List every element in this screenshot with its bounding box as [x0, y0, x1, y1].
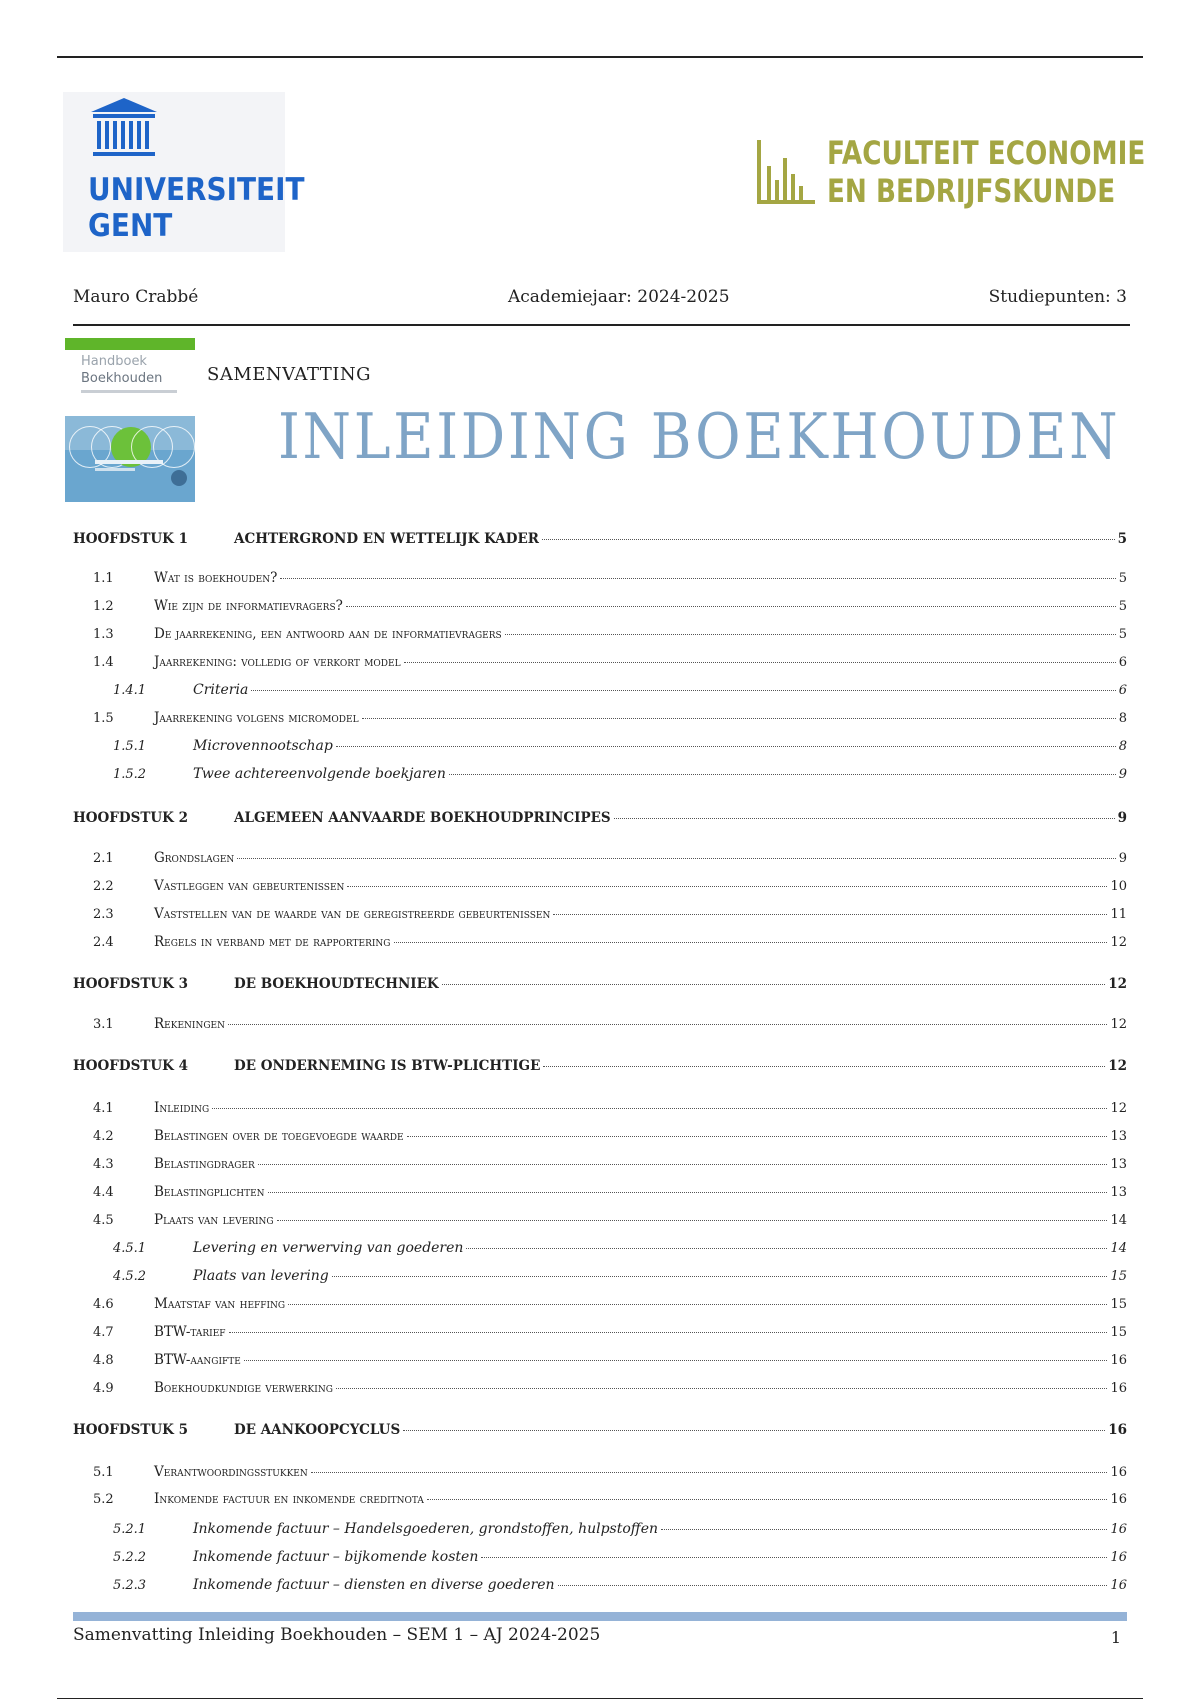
book-cover-title-line1: Handboek — [81, 354, 147, 369]
toc-entry-number: 4.5.1 — [113, 1241, 147, 1256]
toc-entry-number: 2.2 — [93, 879, 114, 894]
toc-entry-title: ALGEMEEN AANVAARDE BOEKHOUDPRINCIPES — [234, 810, 611, 826]
toc-entry-title: Belastingdrager — [154, 1156, 255, 1172]
toc-entry-page: 16 — [1110, 1465, 1127, 1480]
toc-entry-number: 5.2.2 — [113, 1550, 147, 1565]
toc-dot-leader — [244, 1360, 1108, 1361]
toc-entry-page: 13 — [1110, 1157, 1127, 1172]
toc-entry-page: 14 — [1110, 1213, 1127, 1228]
toc-entry-title: Regels in verband met de rapportering — [154, 934, 391, 950]
page-number: 1 — [1110, 1628, 1121, 1647]
toc-entry-title: Microvennootschap — [193, 738, 333, 754]
toc-entry-number: 5.2.1 — [113, 1522, 147, 1537]
toc-entry-number: 5.2.3 — [113, 1578, 147, 1593]
toc-entry-title: Belastingplichten — [154, 1184, 265, 1200]
toc-entry-number: HOOFDSTUK 4 — [73, 1058, 188, 1074]
toc-entry-number: 1.2 — [93, 599, 114, 614]
toc-entry-2-3[interactable] — [73, 906, 1127, 928]
toc-entry-title: Inkomende factuur – bijkomende kosten — [193, 1549, 479, 1565]
toc-dot-leader — [212, 1108, 1107, 1109]
toc-entry-title: Inleiding — [154, 1100, 210, 1116]
toc-entry-page: 5 — [1118, 571, 1127, 586]
toc-entry-page: 8 — [1118, 711, 1127, 726]
footer-text: Samenvatting Inleiding Boekhouden – SEM 1 – AJ 2024-2025 — [73, 1625, 601, 1645]
toc-entry-number: 4.5 — [93, 1213, 114, 1228]
author-name: Mauro Crabbé — [73, 287, 199, 307]
toc-entry-number: 3.1 — [93, 1017, 114, 1032]
toc-entry-page: 16 — [1110, 1492, 1127, 1507]
toc-dot-leader — [258, 1164, 1108, 1165]
toc-entry-number: 1.5.1 — [113, 739, 147, 754]
toc-entry-title: Jaarrekening: volledig of verkort model — [154, 654, 401, 670]
toc-entry-title: Inkomende factuur en inkomende creditnota — [154, 1491, 424, 1507]
toc-entry-number: 1.4 — [93, 655, 114, 670]
ugent-logo-line2: GENT — [88, 208, 173, 244]
toc-entry-4-6[interactable] — [73, 1296, 1127, 1318]
toc-entry-title: Grondslagen — [154, 850, 235, 866]
toc-entry-title: Vastleggen van gebeurtenissen — [154, 878, 345, 894]
university-building-icon — [89, 94, 159, 164]
book-cover-image — [65, 338, 195, 502]
toc-entry-page: 16 — [1108, 1422, 1127, 1438]
toc-entry-page: 12 — [1110, 1017, 1127, 1032]
toc-dot-leader — [332, 1276, 1108, 1277]
toc-entry-number: 4.6 — [93, 1297, 114, 1312]
toc-dot-leader — [277, 1220, 1108, 1221]
academic-year: Academiejaar: 2024-2025 — [508, 287, 730, 307]
toc-entry-number: 1.1 — [93, 571, 114, 586]
toc-entry-page: 11 — [1110, 907, 1127, 922]
toc-dot-leader — [614, 818, 1115, 819]
toc-entry-page: 16 — [1110, 1550, 1127, 1565]
toc-dot-leader — [404, 662, 1116, 663]
summary-label: SAMENVATTING — [207, 364, 372, 385]
faculty-logo — [755, 134, 1155, 214]
toc-entry-page: 15 — [1110, 1297, 1127, 1312]
toc-dot-leader — [553, 914, 1107, 915]
toc-dot-leader — [347, 886, 1107, 887]
toc-entry-title: Rekeningen — [154, 1016, 225, 1032]
toc-entry-number: 4.9 — [93, 1381, 114, 1396]
toc-entry-page: 12 — [1108, 1058, 1127, 1074]
toc-entry-2-2[interactable] — [73, 878, 1127, 900]
document-title: INLEIDING BOEKHOUDEN — [278, 400, 1121, 473]
toc-dot-leader — [251, 690, 1115, 691]
toc-dot-leader — [407, 1136, 1108, 1137]
toc-entry-page: 16 — [1110, 1522, 1127, 1537]
toc-entry-number: 2.3 — [93, 907, 114, 922]
toc-entry-page: 16 — [1110, 1578, 1127, 1593]
bottom-rule — [57, 1698, 1143, 1699]
toc-entry-number: 5.1 — [93, 1465, 114, 1480]
toc-entry-1-5-2[interactable] — [73, 766, 1127, 788]
toc-entry-title: Wie zijn de informatievragers? — [154, 598, 343, 614]
toc-entry-5-2-1[interactable] — [73, 1521, 1127, 1543]
toc-entry-page: 12 — [1110, 1101, 1127, 1116]
toc-entry-title: BTW-tarief — [154, 1324, 226, 1340]
toc-dot-leader — [505, 634, 1116, 635]
toc-entry-5-2-2[interactable] — [73, 1549, 1127, 1571]
toc-entry-4-3[interactable] — [73, 1156, 1127, 1178]
toc-dot-leader — [288, 1304, 1107, 1305]
toc-dot-leader — [229, 1332, 1108, 1333]
toc-dot-leader — [346, 606, 1116, 607]
toc-entry-title: Wat is boekhouden? — [154, 570, 278, 586]
toc-entry-page: 5 — [1118, 627, 1127, 642]
faculty-logo-line1: FACULTEIT ECONOMIE — [827, 134, 1146, 172]
toc-entry-4-9[interactable] — [73, 1380, 1127, 1402]
toc-dot-leader — [336, 746, 1116, 747]
toc-entry-1-3[interactable] — [73, 626, 1127, 648]
toc-entry-title: Verantwoordingsstukken — [154, 1464, 308, 1480]
toc-entry-3-1[interactable] — [73, 1016, 1127, 1038]
toc-entry-number: 4.1 — [93, 1101, 114, 1116]
toc-entry-1-5[interactable] — [73, 710, 1127, 732]
toc-entry-number: 1.4.1 — [113, 683, 147, 698]
toc-entry-page: 6 — [1118, 683, 1127, 698]
toc-dot-leader — [403, 1430, 1105, 1431]
faculty-logo-line2: EN BEDRIJFSKUNDE — [827, 172, 1116, 210]
toc-entry-2-4[interactable] — [73, 934, 1127, 956]
toc-entry-title: Maatstaf van heffing — [154, 1296, 286, 1312]
toc-entry-number: 1.5 — [93, 711, 114, 726]
toc-entry-page: 16 — [1110, 1353, 1127, 1368]
toc-entry-5-2-3[interactable] — [73, 1577, 1127, 1599]
toc-entry-title: Inkomende factuur – Handelsgoederen, grondstoffen, hulpstoffen — [193, 1521, 659, 1537]
toc-dot-leader — [362, 718, 1116, 719]
toc-entry-2-1[interactable] — [73, 850, 1127, 872]
toc-entry-title: BTW-aangifte — [154, 1352, 241, 1368]
toc-entry-title: ACHTERGROND EN WETTELIJK KADER — [234, 531, 539, 547]
toc-entry-page: 13 — [1110, 1129, 1127, 1144]
toc-entry-4-1[interactable] — [73, 1100, 1127, 1122]
toc-entry-title: Criteria — [193, 682, 249, 698]
toc-dot-leader — [481, 1557, 1107, 1558]
book-cover-title-line2: Boekhouden — [81, 371, 163, 386]
toc-entry-hoofdstuk-4[interactable] — [73, 1058, 1127, 1080]
toc-entry-number: 4.3 — [93, 1157, 114, 1172]
toc-entry-page: 5 — [1118, 599, 1127, 614]
toc-dot-leader — [394, 942, 1108, 943]
toc-entry-5-1[interactable] — [73, 1464, 1127, 1486]
toc-entry-number: 2.1 — [93, 851, 114, 866]
toc-entry-page: 5 — [1117, 531, 1127, 547]
toc-dot-leader — [558, 1585, 1108, 1586]
toc-entry-number: 2.4 — [93, 935, 114, 950]
toc-entry-number: 1.5.2 — [113, 767, 147, 782]
toc-entry-title: Boekhoudkundige verwerking — [154, 1380, 333, 1396]
toc-entry-number: 4.7 — [93, 1325, 114, 1340]
toc-entry-page: 12 — [1110, 935, 1127, 950]
toc-entry-title: Inkomende factuur – diensten en diverse goederen — [193, 1577, 555, 1593]
toc-entry-hoofdstuk-2[interactable] — [73, 810, 1127, 832]
toc-entry-number: 4.5.2 — [113, 1269, 147, 1284]
ugent-logo — [63, 92, 305, 252]
toc-dot-leader — [237, 858, 1115, 859]
toc-entry-title: Belastingen over de toegevoegde waarde — [154, 1128, 404, 1144]
toc-entry-1-1[interactable] — [73, 570, 1127, 592]
toc-entry-page: 9 — [1117, 810, 1127, 826]
top-rule — [57, 56, 1143, 58]
toc-entry-number: HOOFDSTUK 3 — [73, 976, 188, 992]
study-credits: Studiepunten: 3 — [988, 287, 1127, 307]
toc-entry-page: 12 — [1108, 976, 1127, 992]
toc-entry-1-5-1[interactable] — [73, 738, 1127, 760]
header-rule — [73, 324, 1130, 326]
toc-dot-leader — [311, 1472, 1108, 1473]
toc-dot-leader — [449, 774, 1116, 775]
toc-entry-page: 9 — [1118, 767, 1127, 782]
toc-entry-1-4[interactable] — [73, 654, 1127, 676]
toc-entry-title: Vaststellen van de waarde van de geregistreerde gebeurtenissen — [154, 906, 551, 922]
toc-entry-hoofdstuk-1[interactable] — [73, 531, 1127, 553]
toc-entry-title: Twee achtereenvolgende boekjaren — [193, 766, 446, 782]
toc-entry-4-5-1[interactable] — [73, 1240, 1127, 1262]
toc-entry-5-2[interactable] — [73, 1491, 1127, 1513]
toc-dot-leader — [442, 984, 1106, 985]
toc-entry-title: Levering en verwerving van goederen — [193, 1240, 464, 1256]
toc-entry-4-8[interactable] — [73, 1352, 1127, 1374]
footer-bar — [73, 1612, 1127, 1621]
toc-entry-number: 5.2 — [93, 1492, 114, 1507]
toc-entry-page: 9 — [1118, 851, 1127, 866]
toc-dot-leader — [228, 1024, 1107, 1025]
toc-entry-title: DE BOEKHOUDTECHNIEK — [234, 976, 439, 992]
toc-entry-title: DE AANKOOPCYCLUS — [234, 1422, 401, 1438]
toc-entry-title: De jaarrekening, een antwoord aan de informatievragers — [154, 626, 502, 642]
toc-entry-4-5[interactable] — [73, 1212, 1127, 1234]
toc-entry-page: 10 — [1110, 879, 1127, 894]
toc-entry-number: HOOFDSTUK 2 — [73, 810, 188, 826]
toc-dot-leader — [427, 1499, 1108, 1500]
toc-entry-page: 6 — [1118, 655, 1127, 670]
toc-entry-number: HOOFDSTUK 5 — [73, 1422, 188, 1438]
toc-dot-leader — [542, 539, 1115, 540]
ugent-logo-line1: UNIVERSITEIT — [88, 172, 305, 208]
toc-entry-number: 1.3 — [93, 627, 114, 642]
bar-chart-icon — [755, 136, 817, 208]
toc-entry-number: 4.2 — [93, 1129, 114, 1144]
toc-entry-page: 16 — [1110, 1381, 1127, 1396]
toc-entry-title: Plaats van levering — [193, 1268, 329, 1284]
toc-entry-4-2[interactable] — [73, 1128, 1127, 1150]
toc-dot-leader — [280, 578, 1115, 579]
toc-entry-hoofdstuk-3[interactable] — [73, 976, 1127, 998]
toc-entry-title: Plaats van levering — [154, 1212, 274, 1228]
toc-entry-page: 14 — [1110, 1241, 1127, 1256]
toc-entry-4-5-2[interactable] — [73, 1268, 1127, 1290]
toc-entry-number: 4.8 — [93, 1353, 114, 1368]
toc-entry-page: 15 — [1110, 1325, 1127, 1340]
toc-entry-page: 8 — [1118, 739, 1127, 754]
toc-entry-page: 15 — [1110, 1269, 1127, 1284]
toc-dot-leader — [336, 1388, 1108, 1389]
toc-entry-title: Jaarrekening volgens micromodel — [154, 710, 359, 726]
toc-dot-leader — [661, 1529, 1107, 1530]
toc-dot-leader — [466, 1248, 1107, 1249]
toc-entry-4-4[interactable] — [73, 1184, 1127, 1206]
toc-dot-leader — [268, 1192, 1108, 1193]
toc-entry-title: DE ONDERNEMING IS BTW-PLICHTIGE — [234, 1058, 541, 1074]
toc-entry-number: 4.4 — [93, 1185, 114, 1200]
toc-entry-hoofdstuk-5[interactable] — [73, 1422, 1127, 1444]
toc-entry-4-7[interactable] — [73, 1324, 1127, 1346]
toc-entry-1-4-1[interactable] — [73, 682, 1127, 704]
toc-entry-1-2[interactable] — [73, 598, 1127, 620]
toc-entry-page: 13 — [1110, 1185, 1127, 1200]
toc-dot-leader — [543, 1066, 1105, 1067]
toc-entry-number: HOOFDSTUK 1 — [73, 531, 188, 547]
